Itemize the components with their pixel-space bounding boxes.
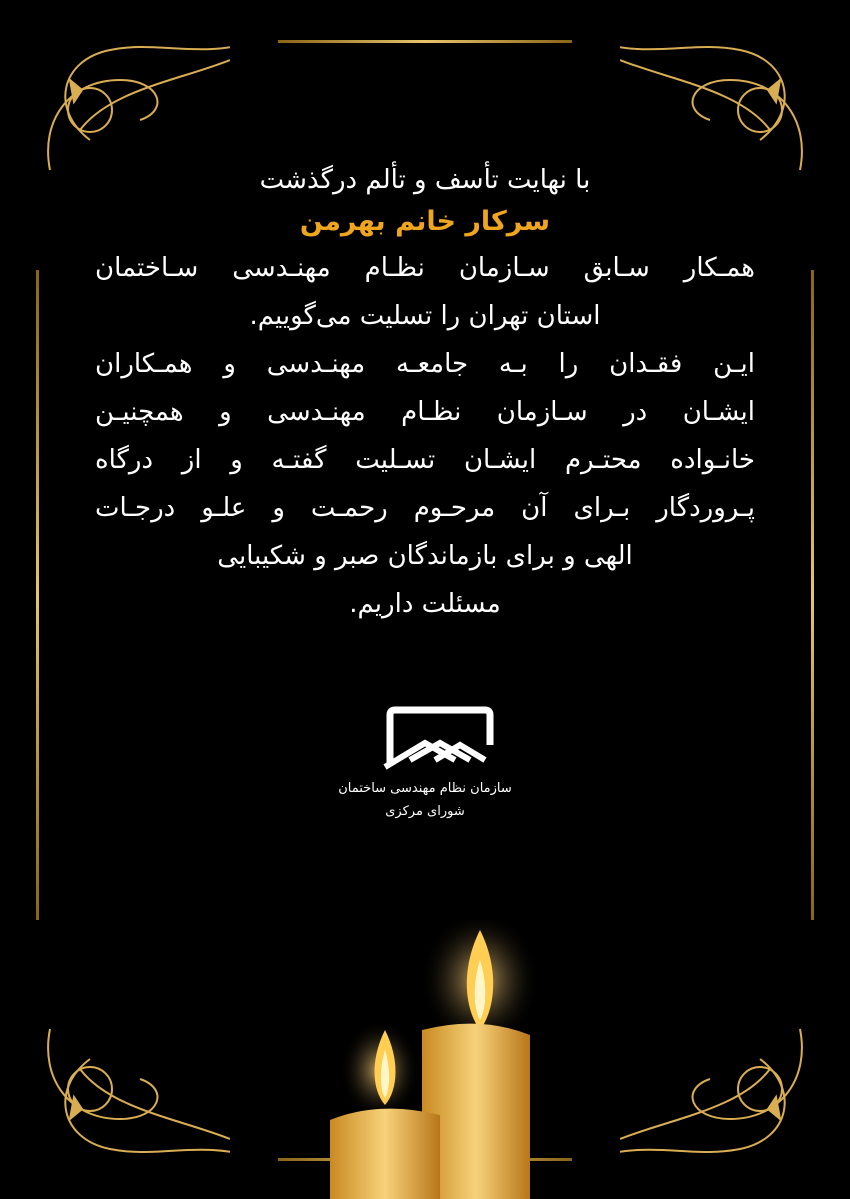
message-line: ایشـان در سـازمان نظـام مهنـدسی و همچنیـن [95, 397, 755, 427]
corner-ornament-icon [30, 979, 230, 1179]
message-line: پـروردگار بـرای آن مرحـوم رحمـت و علـو درجـات [95, 493, 755, 523]
message-line: ایـن فقـدان را بـه جامعـه مهنـدسی و همـکاران [95, 349, 755, 379]
message-line: استان تهران را تسلیت می‌گوییم. [249, 301, 601, 331]
right-border-line [811, 270, 814, 920]
message-line: الهی و برای بازماندگان صبر و شکیبایی [217, 541, 633, 571]
organization-logo-icon [380, 705, 500, 775]
condolence-message [95, 160, 755, 628]
logo-subtitle: شورای مرکزی [385, 804, 465, 819]
intro-line: با نهایت تأسف و تألم درگذشت [259, 165, 591, 195]
deceased-name: سرکار خانم بهرمن [299, 206, 551, 237]
top-border-line [278, 40, 572, 43]
left-border-line [36, 270, 39, 920]
message-line: خانـواده محتـرم ایشـان تسـلیت گفتـه و از درگاه [95, 445, 755, 475]
message-line: همـکار سـابق سـازمان نظـام مهنـدسی سـاختمان [95, 253, 755, 283]
message-line: مسئلت داریم. [349, 589, 501, 619]
candles-icon [330, 920, 550, 1199]
logo-org-name: سازمان نظام مهندسی ساختمان [338, 781, 512, 796]
corner-ornament-icon [620, 979, 820, 1179]
